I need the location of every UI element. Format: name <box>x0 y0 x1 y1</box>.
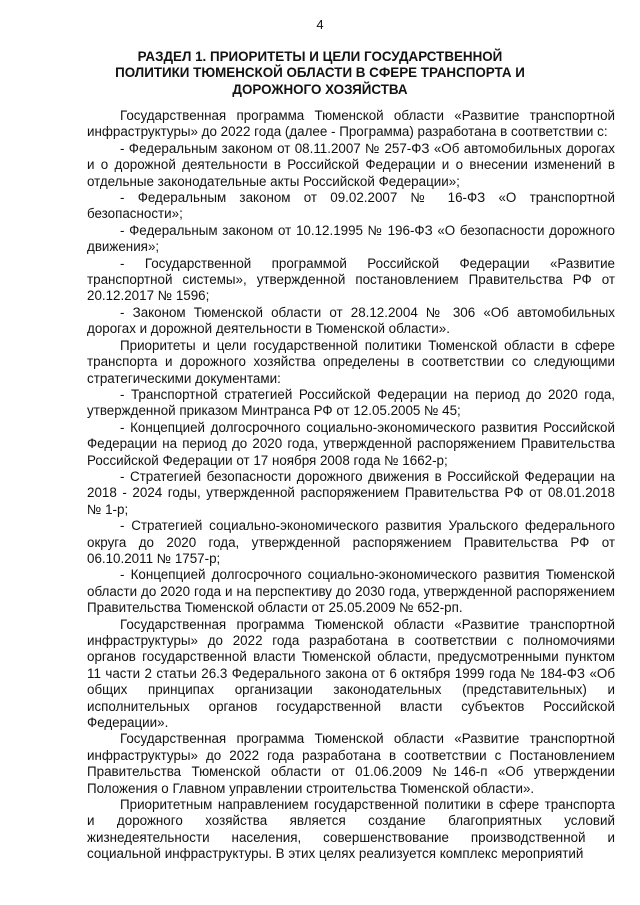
page-number: 4 <box>316 17 324 32</box>
list-item: - Федеральным законом от 10.12.1995 № 196-ФЗ «О безопасности дорожного движения»; <box>87 222 615 255</box>
paragraph-authority: Государственная программа Тюменской области «Развитие транспортной инфраструктуры» до 2022 года разработана в соответствии с полномочиями органов государственной власти Тюменской области, предусмотренными пунктом 11 части 2 статьи 26.3 Федерального закона от 6 октября 1999 года № 184-ФЗ «Об общих принципах организации законодательных (представительных) и исполнительных органов государственной власти субъектов Российской Федерации». <box>87 616 615 731</box>
list-item: - Стратегией социально-экономического развития Уральского федерального округа до 2020 года, утвержденной распоряжением Правительства РФ от 06.10.2011 № 1757-р; <box>87 518 615 566</box>
list-item: - Концепцией долгосрочного социально-экономического развития Российской Федерации на период до 2020 года, утвержденной распоряжением Правительства Российской Федерации от 17 ноября 2008 года № 1662-р; <box>87 419 615 468</box>
list-item: - Транспортной стратегией Российской Федерации на период до 2020 года, утвержденной приказом Минтранса РФ от 12.05.2005 № 45; <box>87 386 615 419</box>
document-body <box>87 108 615 863</box>
list-item: - Государственной программой Российской Федерации «Развитие транспортной системы», утвержденной постановлением Правительства РФ от 20.12.2017 № 1596; <box>87 255 615 304</box>
list-item: - Федеральным законом от 08.11.2007 № 257-ФЗ «Об автомобильных дорогах и о дорожной деятельности в Российской Федерации и о внесении изменений в отдельные законодательные акты Российской Федерации»; <box>87 140 615 189</box>
list-item: - Федеральным законом от 09.02.2007 № 16-ФЗ «О транспортной безопасности»; <box>87 190 615 222</box>
paragraph-direction: Приоритетным направлением государственной политики в сфере транспорта и дорожного хозяйства является создание благоприятных условий жизнедеятельности населения, совершенствование производственной и социальной инфраструктуры. В этих целях реализуется комплекс мероприятий <box>87 797 615 862</box>
list-item: - Законом Тюменской области от 28.12.2004 № 306 «Об автомобильных дорогах и дорожной деятельности в Тюменской области». <box>87 304 615 337</box>
paragraph-priorities: Приоритеты и цели государственной политики Тюменской области в сфере транспорта и дорожного хозяйства определены в соответствии со следующими стратегическими документами: <box>87 337 615 386</box>
list-item: - Концепцией долгосрочного социально-экономического развития Тюменской области до 2020 года и на перспективу до 2030 года, утвержденной распоряжением Правительства Тюменской области от 25.05.2009 № 652-рп. <box>87 567 615 616</box>
paragraph-resolution: Государственная программа Тюменской области «Развитие транспортной инфраструктуры» до 2022 года разработана в соответствии с Постановлением Правительства Тюменской области от 01.06.2009 №146-п «Об утверждении Положения о Главном управлении строительства Тюменской области». <box>87 731 615 796</box>
paragraph-intro: Государственная программа Тюменской области «Развитие транспортной инфраструктуры» до 2022 года (далее - Программа) разработана в соответствии с: <box>87 108 615 140</box>
list-item: - Стратегией безопасности дорожного движения в Российской Федерации на 2018 - 2024 годы, утвержденной распоряжением Правительства РФ от 08.01.2018 № 1-р; <box>87 468 615 517</box>
section-heading: РАЗДЕЛ 1. ПРИОРИТЕТЫ И ЦЕЛИ ГОСУДАРСТВЕННОЙ ПОЛИТИКИ ТЮМЕНСКОЙ ОБЛАСТИ В СФЕРЕ ТРАНСПОРТА И ДОРОЖНОГО ХОЗЯЙСТВА <box>115 49 525 97</box>
